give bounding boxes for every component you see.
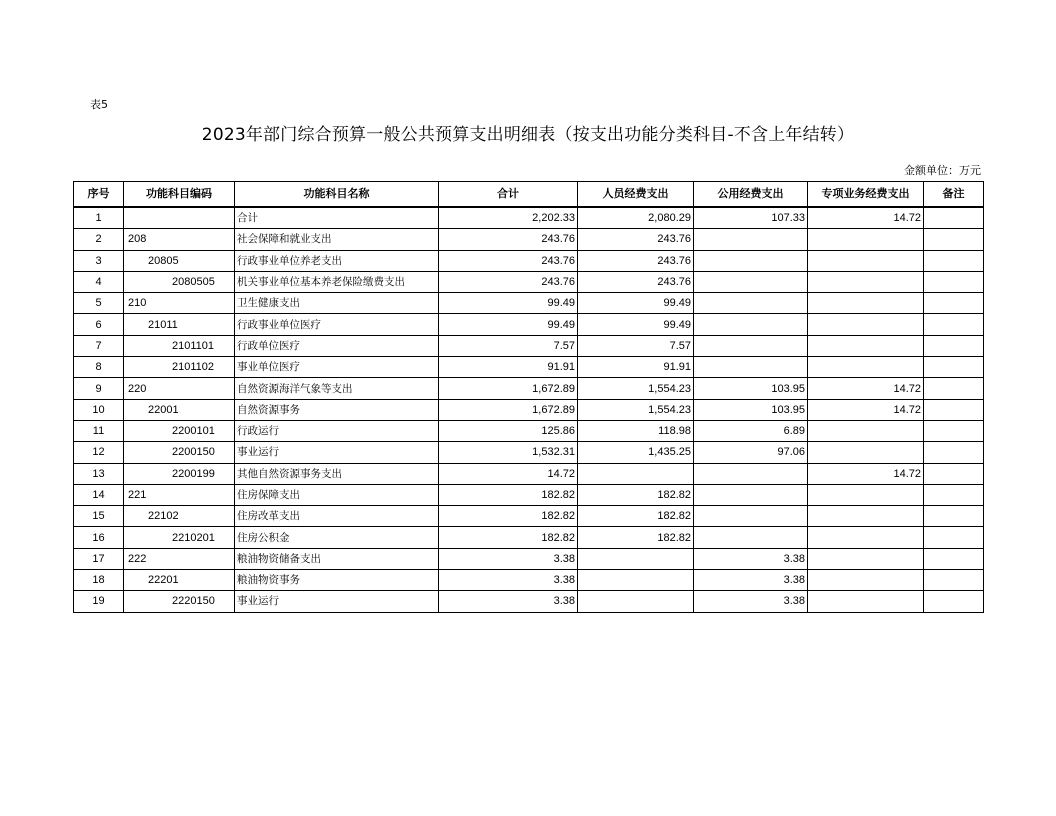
cell-personnel: 182.82 [578,506,694,527]
cell-code: 2200150 [124,442,235,463]
cell-seq: 14 [74,484,124,505]
cell-seq: 4 [74,271,124,292]
cell-remarks [924,293,984,314]
table-row [74,570,984,591]
cell-remarks [924,229,984,250]
cell-special [808,250,924,271]
cell-total: 1,672.89 [439,378,578,399]
table-row [74,548,984,569]
table-row [74,527,984,548]
cell-code: 2200199 [124,463,235,484]
cell-total: 243.76 [439,229,578,250]
cell-public: 103.95 [694,399,808,420]
cell-total: 243.76 [439,271,578,292]
cell-remarks [924,591,984,612]
cell-public: 107.33 [694,207,808,229]
cell-name: 社会保障和就业支出 [235,229,439,250]
cell-public [694,484,808,505]
cell-total: 1,672.89 [439,399,578,420]
cell-public: 103.95 [694,378,808,399]
cell-special [808,357,924,378]
cell-special: 14.72 [808,463,924,484]
cell-name: 其他自然资源事务支出 [235,463,439,484]
cell-code: 2101102 [124,357,235,378]
cell-special [808,570,924,591]
cell-total: 182.82 [439,484,578,505]
cell-remarks [924,335,984,356]
budget-detail-table [73,181,984,613]
cell-name: 粮油物资储备支出 [235,548,439,569]
cell-remarks [924,570,984,591]
cell-public [694,250,808,271]
cell-special [808,484,924,505]
cell-seq: 3 [74,250,124,271]
cell-personnel [578,591,694,612]
cell-special: 14.72 [808,399,924,420]
cell-special [808,527,924,548]
table-row [74,378,984,399]
cell-seq: 16 [74,527,124,548]
document-title: 2023年部门综合预算一般公共预算支出明细表（按支出功能分类科目-不含上年结转） [201,125,855,145]
cell-special [808,335,924,356]
cell-seq: 7 [74,335,124,356]
cell-personnel [578,548,694,569]
table-row [74,207,984,229]
cell-special [808,591,924,612]
cell-seq: 18 [74,570,124,591]
cell-personnel: 1,554.23 [578,378,694,399]
cell-seq: 9 [74,378,124,399]
cell-name: 行政运行 [235,420,439,441]
cell-seq: 5 [74,293,124,314]
cell-seq: 10 [74,399,124,420]
cell-code: 221 [124,484,235,505]
cell-seq: 11 [74,420,124,441]
cell-remarks [924,378,984,399]
cell-code: 22001 [124,399,235,420]
column-header-personnel: 人员经费支出 [578,182,694,208]
cell-seq: 6 [74,314,124,335]
cell-name: 行政事业单位医疗 [235,314,439,335]
column-header-code: 功能科目编码 [124,182,235,208]
cell-seq: 1 [74,207,124,229]
cell-code: 2200101 [124,420,235,441]
cell-code: 2080505 [124,271,235,292]
cell-personnel: 182.82 [578,527,694,548]
cell-personnel: 1,554.23 [578,399,694,420]
cell-code [124,207,235,229]
cell-special [808,548,924,569]
table-header-row [74,182,984,208]
cell-remarks [924,442,984,463]
cell-personnel: 118.98 [578,420,694,441]
column-header-name: 功能科目名称 [235,182,439,208]
cell-public: 3.38 [694,570,808,591]
cell-name: 行政事业单位养老支出 [235,250,439,271]
table-row [74,442,984,463]
cell-total: 7.57 [439,335,578,356]
cell-total: 243.76 [439,250,578,271]
cell-name: 事业运行 [235,591,439,612]
cell-personnel: 1,435.25 [578,442,694,463]
cell-public [694,463,808,484]
cell-personnel: 91.91 [578,357,694,378]
cell-total: 182.82 [439,527,578,548]
cell-personnel [578,570,694,591]
table-row [74,399,984,420]
table-row [74,484,984,505]
table-row [74,420,984,441]
cell-remarks [924,207,984,229]
cell-seq: 8 [74,357,124,378]
unit-note: 金额单位：万元 [904,164,981,177]
table-row [74,335,984,356]
cell-remarks [924,548,984,569]
cell-code: 208 [124,229,235,250]
cell-personnel: 7.57 [578,335,694,356]
cell-total: 3.38 [439,548,578,569]
cell-seq: 2 [74,229,124,250]
cell-remarks [924,506,984,527]
column-header-remarks: 备注 [924,182,984,208]
cell-code: 21011 [124,314,235,335]
cell-public [694,271,808,292]
cell-code: 220 [124,378,235,399]
column-header-special: 专项业务经费支出 [808,182,924,208]
cell-public [694,314,808,335]
cell-remarks [924,527,984,548]
cell-name: 合计 [235,207,439,229]
cell-remarks [924,399,984,420]
cell-total: 14.72 [439,463,578,484]
cell-special [808,229,924,250]
table-row [74,591,984,612]
cell-total: 3.38 [439,591,578,612]
cell-public: 3.38 [694,548,808,569]
cell-remarks [924,420,984,441]
table-row [74,271,984,292]
cell-special [808,293,924,314]
cell-code: 2210201 [124,527,235,548]
cell-name: 事业运行 [235,442,439,463]
table-row [74,463,984,484]
cell-special [808,314,924,335]
cell-total: 182.82 [439,506,578,527]
cell-remarks [924,357,984,378]
table-row [74,506,984,527]
cell-name: 住房保障支出 [235,484,439,505]
cell-public: 3.38 [694,591,808,612]
cell-seq: 15 [74,506,124,527]
cell-public [694,357,808,378]
cell-seq: 13 [74,463,124,484]
cell-total: 91.91 [439,357,578,378]
cell-public [694,293,808,314]
cell-remarks [924,271,984,292]
cell-special [808,420,924,441]
table-row [74,229,984,250]
cell-personnel: 243.76 [578,271,694,292]
cell-total: 1,532.31 [439,442,578,463]
cell-code: 210 [124,293,235,314]
cell-special [808,506,924,527]
cell-remarks [924,463,984,484]
table-row [74,250,984,271]
table-row [74,314,984,335]
cell-public [694,229,808,250]
table-row [74,357,984,378]
cell-name: 粮油物资事务 [235,570,439,591]
cell-personnel: 243.76 [578,250,694,271]
cell-personnel: 243.76 [578,229,694,250]
cell-name: 自然资源海洋气象等支出 [235,378,439,399]
cell-seq: 12 [74,442,124,463]
cell-name: 住房公积金 [235,527,439,548]
table-label: 表5 [90,98,108,111]
cell-total: 2,202.33 [439,207,578,229]
cell-public [694,335,808,356]
cell-total: 99.49 [439,293,578,314]
cell-code: 2220150 [124,591,235,612]
cell-remarks [924,314,984,335]
cell-personnel: 2,080.29 [578,207,694,229]
cell-code: 2101101 [124,335,235,356]
cell-personnel [578,463,694,484]
cell-remarks [924,484,984,505]
cell-public [694,506,808,527]
column-header-public: 公用经费支出 [694,182,808,208]
cell-name: 事业单位医疗 [235,357,439,378]
cell-name: 机关事业单位基本养老保险缴费支出 [235,271,439,292]
cell-seq: 19 [74,591,124,612]
cell-seq: 17 [74,548,124,569]
cell-name: 住房改革支出 [235,506,439,527]
column-header-total: 合计 [439,182,578,208]
cell-public: 6.89 [694,420,808,441]
cell-total: 99.49 [439,314,578,335]
cell-special: 14.72 [808,207,924,229]
cell-code: 20805 [124,250,235,271]
cell-name: 行政单位医疗 [235,335,439,356]
cell-code: 22201 [124,570,235,591]
cell-special [808,442,924,463]
cell-special: 14.72 [808,378,924,399]
cell-personnel: 99.49 [578,314,694,335]
cell-total: 125.86 [439,420,578,441]
cell-personnel: 99.49 [578,293,694,314]
table-body [74,207,984,612]
cell-code: 22102 [124,506,235,527]
table-row [74,293,984,314]
column-header-seq: 序号 [74,182,124,208]
cell-name: 卫生健康支出 [235,293,439,314]
cell-code: 222 [124,548,235,569]
cell-total: 3.38 [439,570,578,591]
cell-public [694,527,808,548]
cell-special [808,271,924,292]
cell-name: 自然资源事务 [235,399,439,420]
cell-public: 97.06 [694,442,808,463]
cell-personnel: 182.82 [578,484,694,505]
cell-remarks [924,250,984,271]
